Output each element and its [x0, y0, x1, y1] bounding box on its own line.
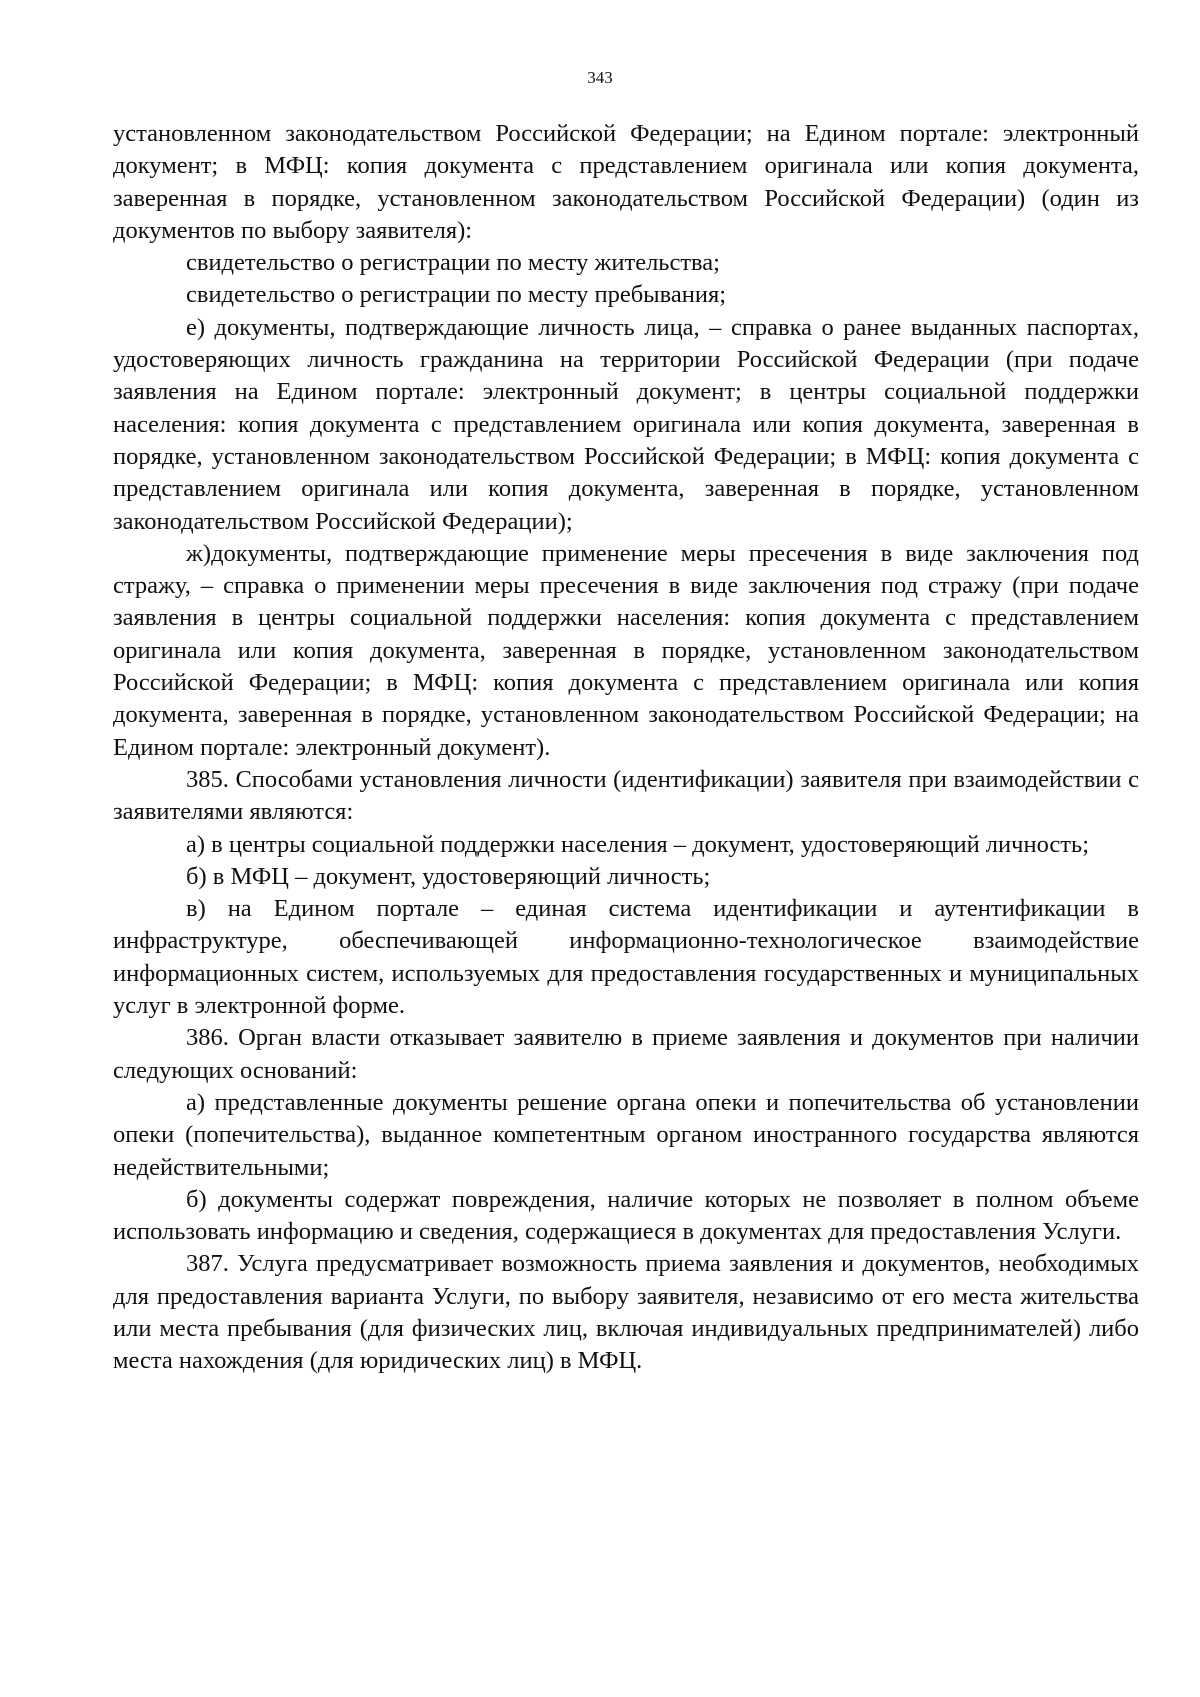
paragraph-386: 386. Орган власти отказывает заявителю в приеме заявления и документов при наличии следующих оснований:	[113, 1024, 1139, 1084]
paragraph-386-a: а) представленные документы решение органа опеки и попечительства об установлении опеки (попечительства), выданное компетентным органом иностранного государства являются недействительными;	[113, 1088, 1139, 1181]
paragraph-385-b: б) в МФЦ – документ, удостоверяющий личность;	[186, 862, 711, 890]
page-number: 343	[587, 68, 613, 87]
paragraph-385-v: в) на Едином портале – единая система идентификации и аутентификации в инфраструктуре, обеспечивающей информационно-технологическое взаимодействие информационных систем, используемых для предоставления государственных и муниципальных услуг в электронной форме.	[113, 895, 1139, 1020]
paragraph-registration-stay: свидетельство о регистрации по месту пребывания;	[186, 281, 727, 309]
paragraph-386-b: б) документы содержат повреждения, наличие которых не позволяет в полном объеме использовать информацию и сведения, содержащиеся в документах для предоставления Услуги.	[113, 1185, 1139, 1246]
paragraph-registration-residence: свидетельство о регистрации по месту жительства;	[186, 249, 720, 277]
document-body	[113, 118, 1139, 1378]
paragraph-387: 387. Услуга предусматривает возможность приема заявления и документов, необходимых для предоставления варианта Услуги, по выбору заявителя, независимо от его места жительства или места пребывания (для физических лиц, включая индивидуальных предпринимателей) либо места нахождения (для юридических лиц) в МФЦ.	[113, 1250, 1139, 1375]
paragraph-item-zh: ж)документы, подтверждающие применение меры пресечения в виде заключения под стражу, – справка о применении меры пресечения в виде заключения под стражу (при подаче заявления в центры социальной поддержки населения: копия документа с представлением оригинала или копия документа, заверенная в порядке, установленном законодательством Российской Федерации; в МФЦ: копия документа с представлением оригинала или копия документа, заверенная в порядке, установленном законодательством Российской Федерации; на Едином портале: электронный документ).	[113, 539, 1139, 761]
paragraph-385-a: а) в центры социальной поддержки населения – документ, удостоверяющий личность;	[186, 830, 1089, 858]
paragraph-continuation: установленном законодательством Российской Федерации; на Едином портале: электронный документ; в МФЦ: копия документа с представлением оригинала или копия документа, заверенная в порядке, установленном законодательством Российской Федерации) (один из документов по выбору заявителя):	[113, 120, 1139, 244]
paragraph-item-e: е) документы, подтверждающие личность лица, – справка о ранее выданных паспортах, удостоверяющих личность гражданина на территории Российской Федерации (при подаче заявления на Едином портале: электронный документ; в центры социальной поддержки населения: копия документа с представлением оригинала или копия документа, заверенная в порядке, установленном законодательством Российской Федерации; в МФЦ: копия документа с представлением оригинала или копия документа, заверенная в порядке, установленном законодательством Российской Федерации);	[113, 313, 1139, 535]
paragraph-385: 385. Способами установления личности (идентификации) заявителя при взаимодействии с заявителями являются:	[113, 765, 1139, 826]
